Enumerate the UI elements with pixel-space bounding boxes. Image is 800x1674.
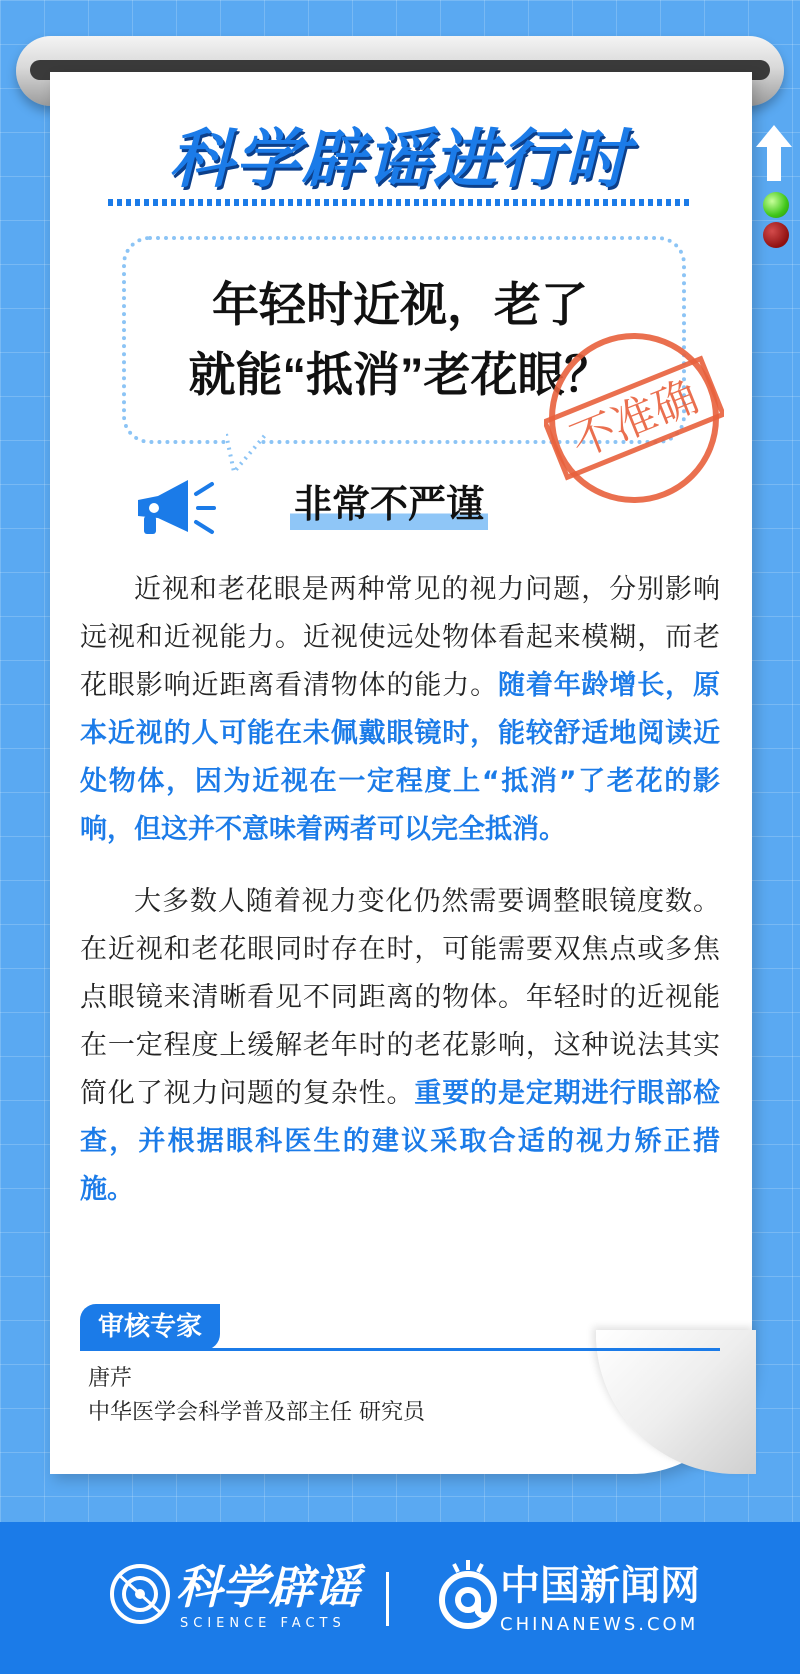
verdict-label: 非常不严谨 xyxy=(290,478,488,530)
reviewer-name: 唐芹 xyxy=(88,1366,133,1391)
question-line-2: 就能“抵消”老花眼？ xyxy=(188,348,612,401)
science-facts-logo-subtitle: SCIENCE FACTS xyxy=(180,1616,346,1631)
question-line-1: 年轻时近视，老了 xyxy=(212,278,588,331)
paragraph-2 xyxy=(80,878,720,1214)
inaccurate-stamp xyxy=(544,328,724,508)
reviewer-divider xyxy=(80,1348,720,1351)
chinanews-logo-subtitle: CHINANEWS.COM xyxy=(500,1614,699,1635)
science-facts-logo-text: 科学辟谣 xyxy=(176,1561,360,1613)
article-body xyxy=(80,566,720,1238)
paragraph-2-text: 大多数人随着视力变化仍然需要调整眼镜度数。在近视和老花眼同时存在时，可能需要双焦点或多焦点眼镜来清晰看见不同距离的物体。年轻时的近视能在一定程度上缓解老年时的老花影响，这种说法其实简化了视力问题的复杂性。 xyxy=(80,886,720,1109)
footer-divider xyxy=(386,1572,389,1626)
bubble-tail xyxy=(226,430,266,474)
chinanews-logo-text: 中国新闻网 xyxy=(500,1564,700,1608)
paragraph-1-highlight: 随着年龄增长，原本近视的人可能在未佩戴眼镜时，能较舒适地阅读近处物体，因为近视在一定程度上“抵消”了老花的影响，但这并不意味着两者可以完全抵消。 xyxy=(80,670,721,845)
reviewer-badge: 审核专家 xyxy=(80,1304,220,1350)
science-facts-logo-icon xyxy=(108,1562,172,1626)
megaphone-icon xyxy=(132,476,216,540)
stamp-text: 不准确 xyxy=(563,371,706,468)
paragraph-1 xyxy=(80,566,720,854)
page-title: 科学辟谣进行时 xyxy=(169,123,631,195)
red-dot-icon xyxy=(763,222,789,248)
chinanews-logo-icon xyxy=(436,1556,500,1632)
paragraph-1-text: 近视和老花眼是两种常见的视力问题，分别影响远视和近视能力。近视使远处物体看起来模糊，而老花眼影响近距离看清物体的能力。 xyxy=(80,574,720,701)
title-underline xyxy=(108,199,692,206)
reviewer-title: 中华医学会科学普及部主任 研究员 xyxy=(88,1400,425,1425)
paragraph-2-highlight: 重要的是定期进行眼部检查，并根据眼科医生的建议采取合适的视力矫正措施。 xyxy=(80,1078,721,1205)
